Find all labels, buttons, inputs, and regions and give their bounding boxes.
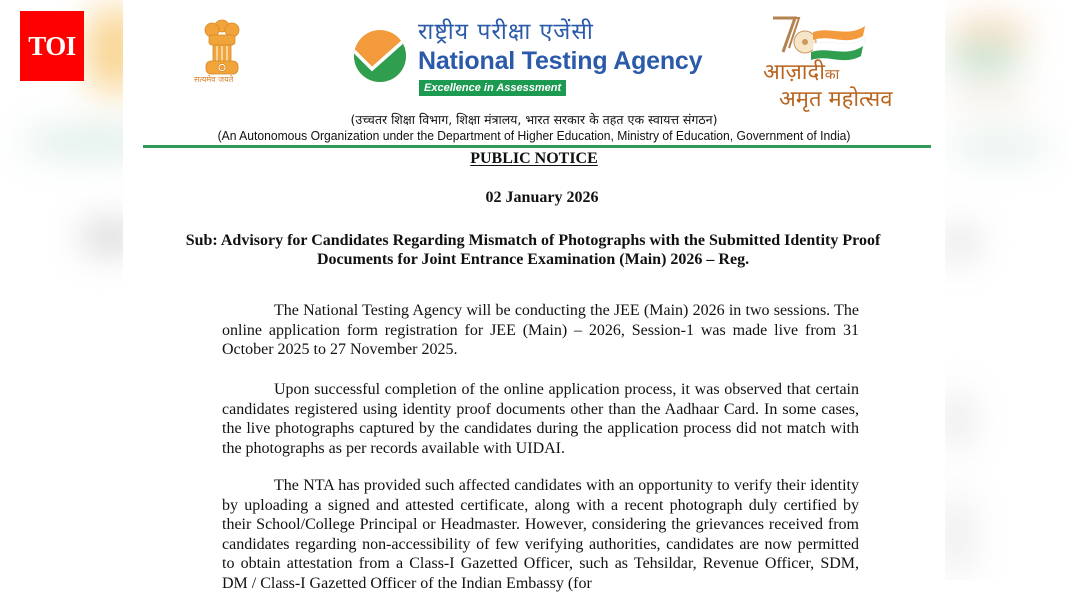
agency-name-hindi: राष्ट्रीय परीक्षा एजेंसी <box>418 19 594 45</box>
body-paragraph-3: The NTA has provided such affected candidates with an opportunity to verify their identity by uploading a signed and attested certificate, along with a recent photograph duly certified by their School/College Principal or Headmaster. However, considering the grievances received from candidates regarding non-accessibility of few verifying authorities, candidates are now permitted to obtain attestation from a Class-I Gazetted Officer, such as Tehsildar, Revenue Officer, SDM, DM / Class-I Gazetted Officer of the Indian Embassy (for <box>222 477 859 592</box>
notice-title <box>123 150 945 168</box>
background-blur-right-grey-3 <box>945 490 970 580</box>
organization-description-english: (An Autonomous Organization under the Department of Higher Education, Ministry of Education, Government of India) <box>217 129 851 143</box>
notice-date: 02 January 2026 <box>485 189 599 206</box>
notice-subject: Sub: Advisory for Candidates Regarding Mismatch of Photographs with the Submitted Identity Proof Documents for Joint Entrance Examination (Main) 2026 – Reg. <box>185 232 881 268</box>
azadi-text-line2: अमृत महोत्सव <box>779 87 893 112</box>
agency-tagline: Excellence in Assessment <box>419 80 566 96</box>
nta-checkmark-logo-icon <box>352 28 408 84</box>
ka-word: का <box>824 67 840 83</box>
background-blur-right-greenline <box>945 135 1055 157</box>
organization-description-hindi: (उच्चतर शिक्षा विभाग, शिक्षा मंत्रालय, भारत सरकार के तहत एक स्वायत्त संगठन) <box>350 112 718 127</box>
background-blur-right-grey <box>945 228 975 258</box>
letterhead-divider <box>143 145 931 148</box>
body-paragraph-2: Upon successful completion of the online application process, it was observed that certain candidates registered using identity proof documents other than the Aadhaar Card. In some cases, the live photographs captured by the candidates during the application process did not match with the photographs as per records available with UIDAI. <box>222 381 859 457</box>
background-blur-right-grey-2 <box>945 390 970 450</box>
toi-logo-badge: TOI <box>20 11 84 81</box>
body-paragraph-1: The National Testing Agency will be conducting the JEE (Main) 2026 in two sessions. The online application form registration for JEE (Main) – 2026, Session-1 was made live from 31 October 2025 to 27 November 2025. <box>222 302 859 358</box>
background-blur-right-green <box>950 45 1020 75</box>
azadi-word: आज़ादी <box>763 60 825 85</box>
public-notice-document <box>123 0 945 592</box>
background-blur-right-peach <box>950 85 1030 105</box>
emblem-motto: सत्यमेव जयते <box>194 75 234 84</box>
azadi-text-line1 <box>763 56 839 86</box>
notice-title-text: PUBLIC NOTICE <box>470 150 598 167</box>
agency-name-english: National Testing Agency <box>418 47 703 75</box>
